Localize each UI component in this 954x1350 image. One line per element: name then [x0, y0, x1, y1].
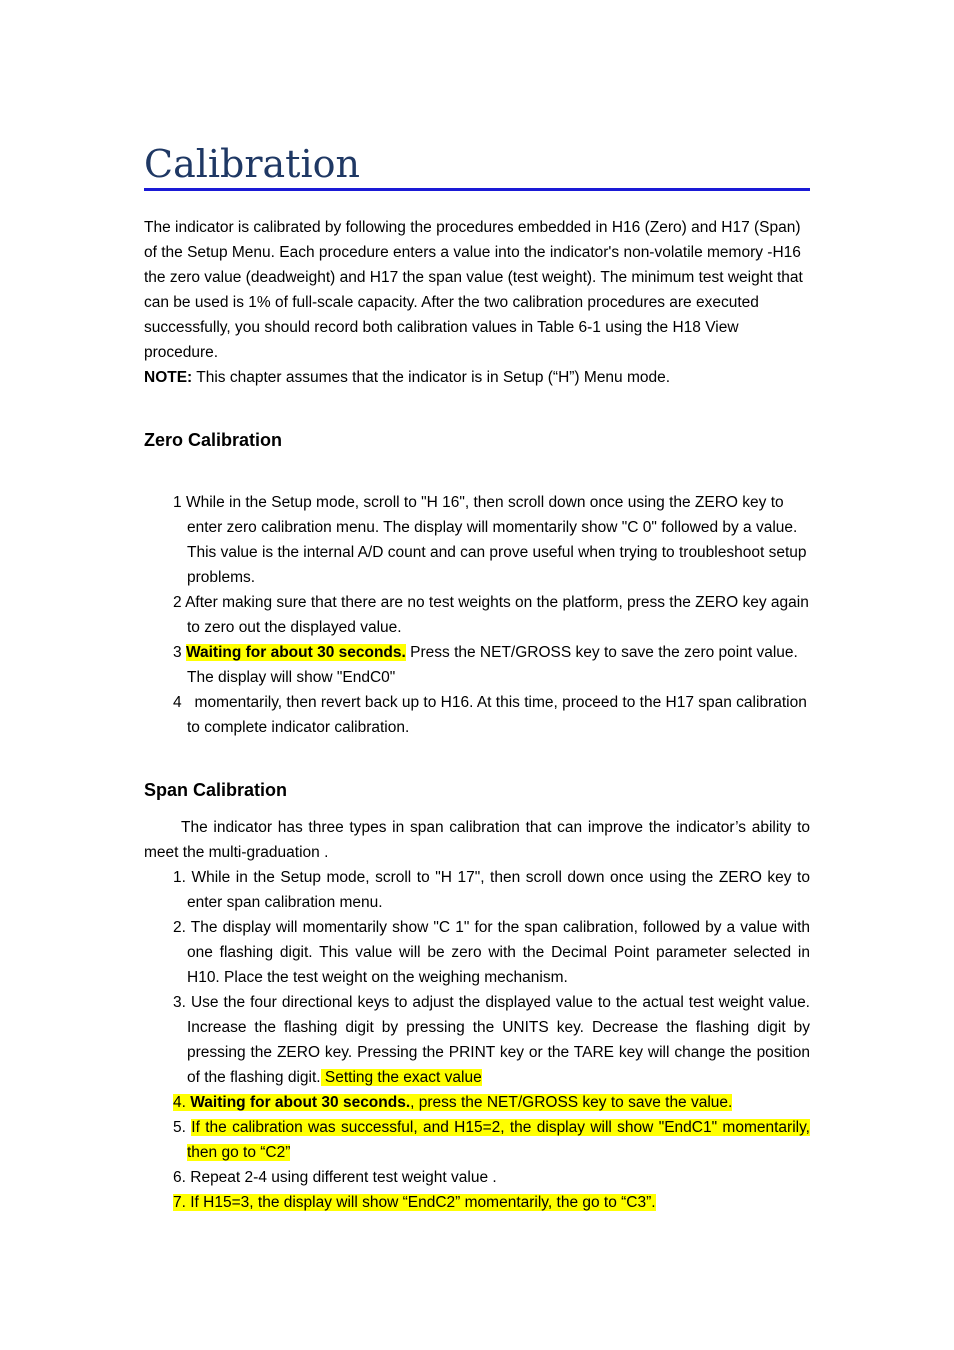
item-number: 1 — [173, 494, 182, 511]
item-number: 3 — [173, 644, 182, 661]
list-item — [173, 690, 810, 740]
page-title: Calibration — [144, 140, 810, 191]
zero-calibration-list — [173, 490, 810, 740]
note-label: NOTE: — [144, 369, 193, 386]
item-text: Use the four directional keys to adjust the displayed value to the actual test weight value. Increase the flashing digit by pressing the UNITS key. Decrease the flashing digit by pressing the ZERO key. Pressing the PRINT key or the TARE key will change the position of the flashing digit. — [187, 994, 810, 1086]
list-item — [173, 990, 810, 1090]
intro-note — [144, 365, 810, 390]
list-item — [173, 865, 810, 915]
item-number: 7. — [173, 1194, 186, 1211]
item-text: While in the Setup mode, scroll to "H 16", then scroll down once using the ZERO key to enter zero calibration menu. The display will momentarily show "C 0" followed by a value. This value is the internal A/D count and can prove useful when trying to troubleshoot setup problems. — [185, 494, 807, 586]
highlighted-bold-text: Waiting for about 30 seconds. — [185, 644, 406, 661]
item-text: momentarily, then revert back up to H16. At this time, proceed to the H17 span calibration to complete indicator calibration. — [185, 694, 812, 736]
item-number: 5. — [173, 1119, 186, 1136]
span-calibration-heading: Span Calibration — [144, 780, 288, 800]
item-text: While in the Setup mode, scroll to "H 17", then scroll down once using the ZERO key to enter span calibration menu. — [187, 869, 810, 911]
list-item — [173, 590, 810, 640]
list-item — [173, 915, 810, 990]
list-item — [173, 1090, 810, 1115]
item-text: Repeat 2-4 using different test weight value . — [190, 1169, 497, 1186]
span-intro-paragraph: The indicator has three types in span calibration that can improve the indicator’s ability to meet the multi-graduation . — [144, 819, 810, 861]
item-number: 4. — [173, 1094, 186, 1111]
span-calibration-list — [173, 865, 810, 1215]
highlighted-text: If H15=3, the display will show “EndC2” momentarily, the go to “C3”. — [190, 1194, 656, 1211]
zero-calibration-heading: Zero Calibration — [144, 430, 283, 450]
bold-text: Waiting for about 30 seconds. — [190, 1094, 411, 1111]
item-text: , press the NET/GROSS key to save the value. — [410, 1094, 733, 1111]
list-item — [173, 1165, 810, 1190]
item-number: 2. — [173, 919, 186, 936]
item-number: 1. — [173, 869, 186, 886]
item-text: After making sure that there are no test weights on the platform, press the ZERO key again to zero out the displayed value. — [185, 594, 809, 636]
list-item — [173, 1190, 810, 1215]
item-number: 2 — [173, 594, 182, 611]
highlighted-text: Setting the exact value — [320, 1069, 482, 1086]
intro-section — [144, 215, 810, 390]
item-text: The display will momentarily show "C 1" for the span calibration, followed by a value with one flashing digit. This value will be zero with the Decimal Point parameter selected in H10. Place the test weight on the weighing mechanism. — [187, 919, 811, 986]
item-number: 4 — [173, 694, 182, 711]
highlighted-text: If the calibration was successful, and H15=2, the display will show "EndC1" momentarily, then go to “C2” — [187, 1119, 810, 1161]
note-text: This chapter assumes that the indicator is in Setup (“H”) Menu mode. — [192, 369, 671, 386]
item-text: Press the NET/GROSS key to save the zero point value. The display will show "EndC0" — [187, 644, 798, 686]
intro-paragraph: The indicator is calibrated by following the procedures embedded in H16 (Zero) and H17 (Span) of the Setup Menu. Each procedure enters a value into the indicator's non-volatile memory -H16 the zero value (deadweight) and H17 the span value (test weight). The minimum test weight that can be used is 1% of full-scale capacity. After the two calibration procedures are executed successfully, you should record both calibration values in Table 6-1 using the H18 View procedure. — [144, 219, 803, 361]
list-item — [173, 640, 810, 690]
item-number: 3. — [173, 994, 186, 1011]
list-item — [173, 490, 810, 590]
item-number: 6. — [173, 1169, 186, 1186]
list-item — [173, 1115, 810, 1165]
